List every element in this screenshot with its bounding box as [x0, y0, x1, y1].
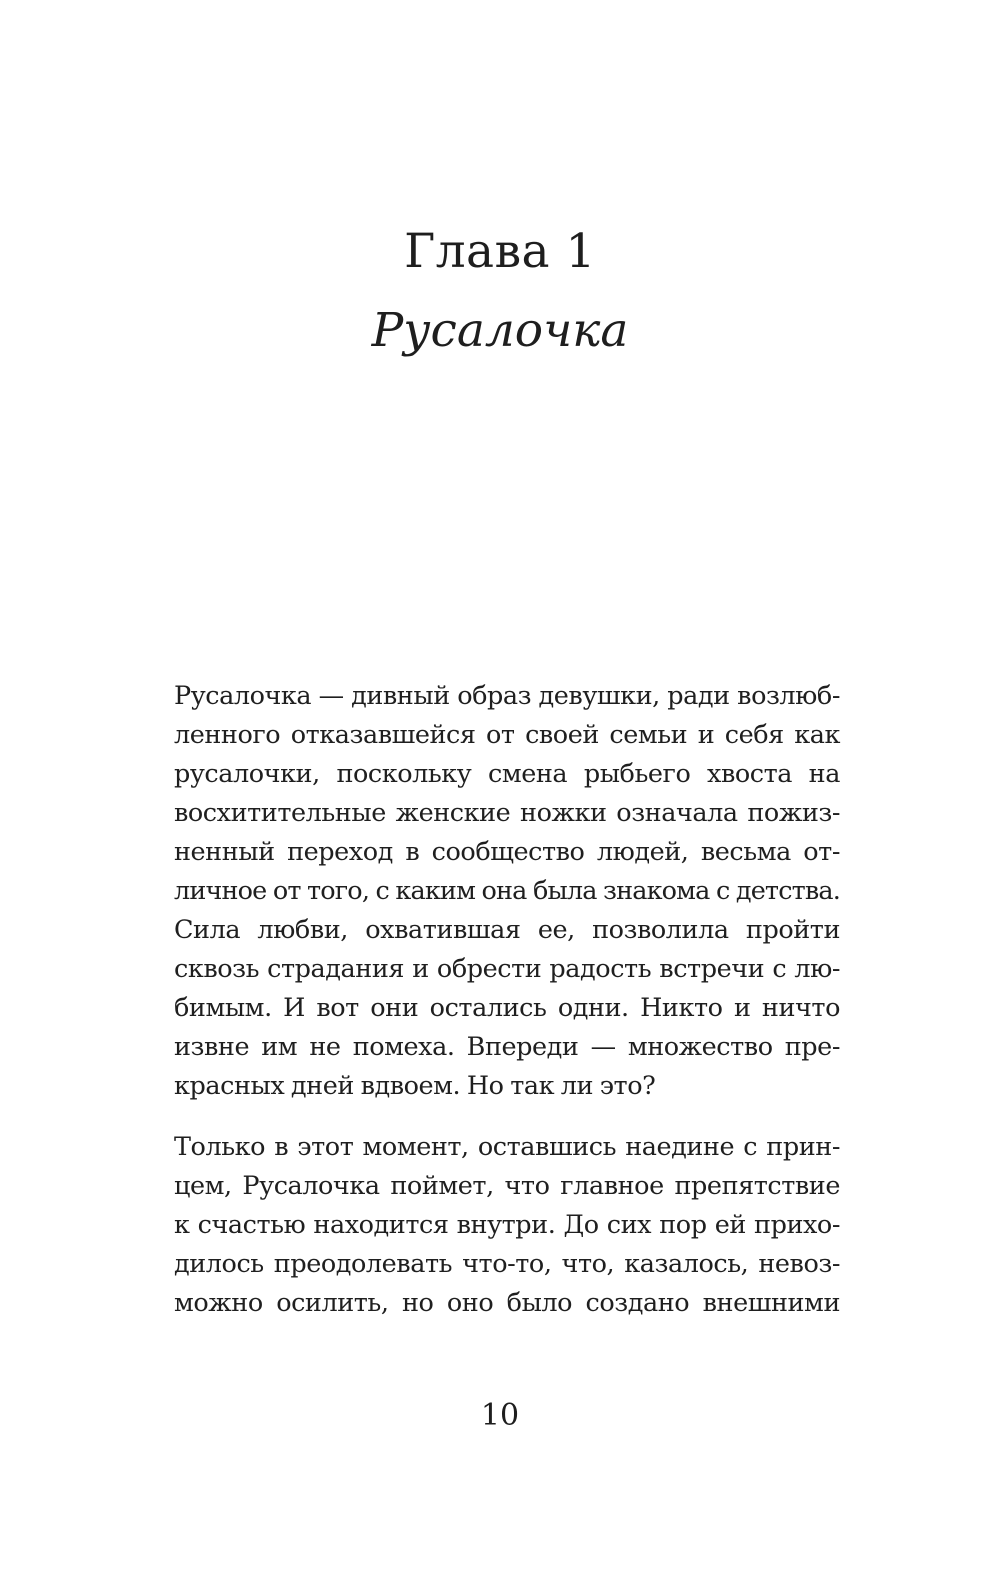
text-line: ленного отказавшейся от своей семьи и себя как: [174, 720, 840, 750]
text-line: Русалочка — дивный образ девушки, ради возлюб-: [174, 681, 840, 711]
paragraph-2: [174, 1128, 840, 1323]
chapter-number: Глава 1: [404, 224, 596, 279]
text-line: бимым. И вот они остались одни. Никто и ничто: [174, 993, 840, 1023]
text-line: Только в этот момент, оставшись наедине с прин-: [174, 1132, 840, 1162]
text-line: ненный переход в сообщество людей, весьма от-: [174, 837, 840, 867]
page-number: 10: [480, 1398, 520, 1433]
text-line: восхитительные женские ножки означала пожиз-: [174, 798, 840, 828]
text-line: сквозь страдания и обрести радость встречи с лю-: [174, 954, 840, 984]
body-text: [174, 677, 840, 1323]
chapter-title: Русалочка: [371, 303, 629, 358]
text-line: к счастью находится внутри. До сих пор ей прихо-: [174, 1210, 840, 1240]
text-line: личное от того, с каким она была знакома с детства.: [174, 876, 840, 906]
text-line: извне им не помеха. Впереди — множество пре-: [174, 1032, 840, 1062]
paragraph-1: [174, 677, 840, 1106]
text-line: Сила любви, охватившая ее, позволила пройти: [174, 915, 840, 945]
text-line: дилось преодолевать что-то, что, казалось, невоз-: [174, 1249, 840, 1279]
text-line: красных дней вдвоем. Но так ли это?: [174, 1071, 656, 1101]
text-line: цем, Русалочка поймет, что главное препятствие: [174, 1171, 840, 1201]
text-line: можно осилить, но оно было создано внешними: [174, 1288, 840, 1318]
text-line: русалочки, поскольку смена рыбьего хвоста на: [174, 759, 840, 789]
